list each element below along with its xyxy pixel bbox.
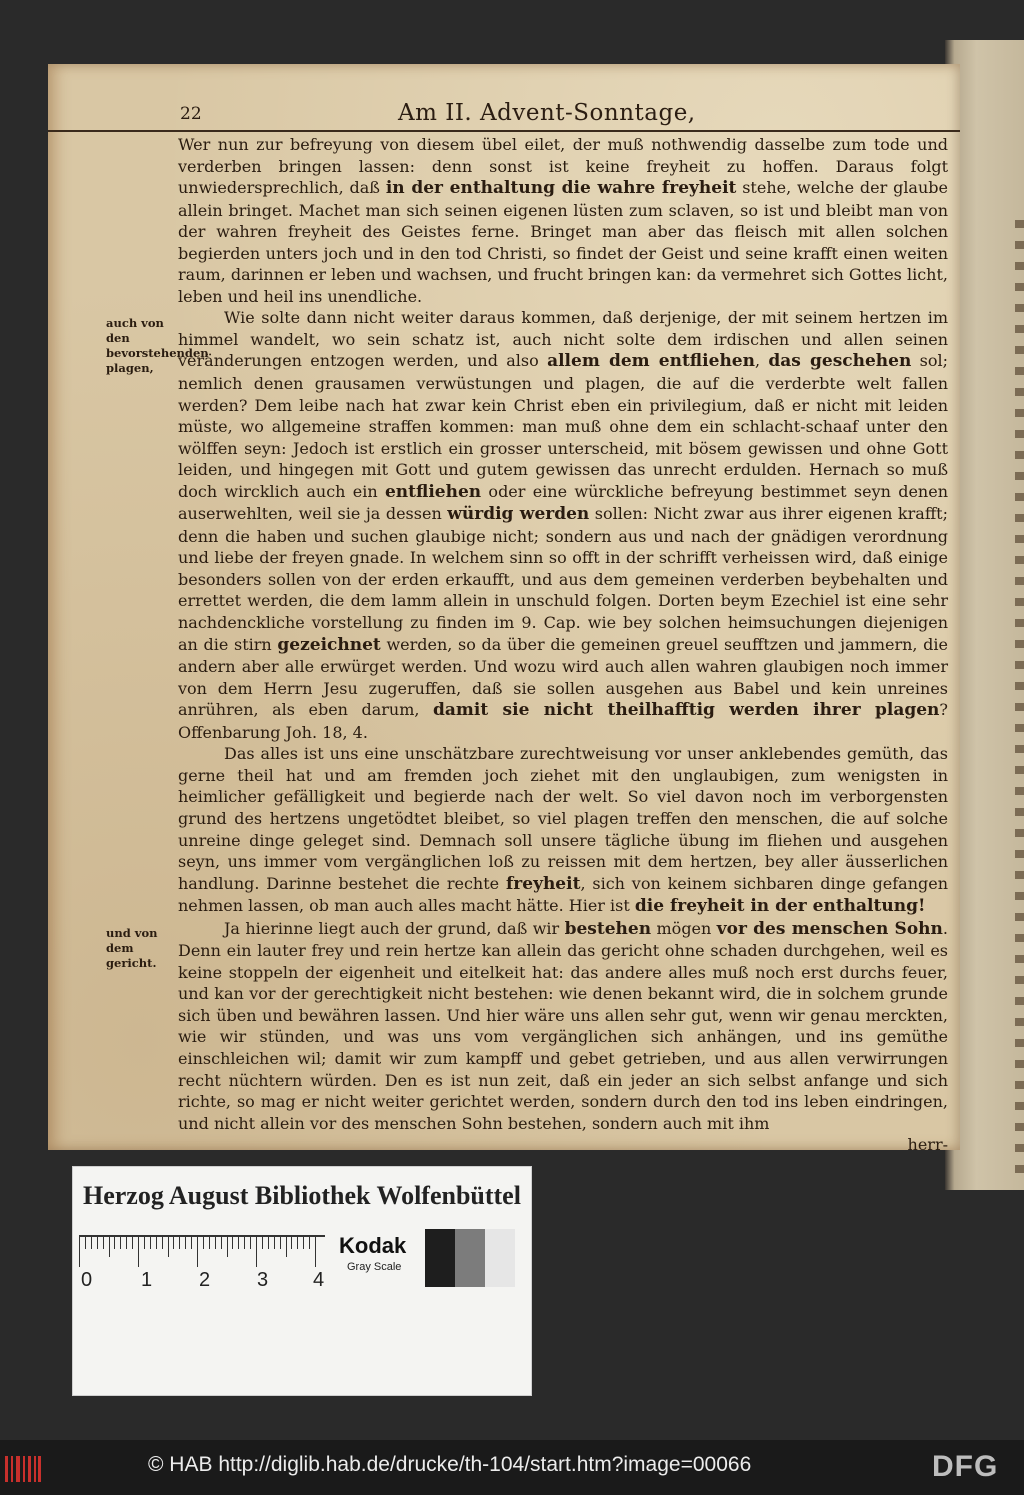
facing-page-text-fragment bbox=[1015, 829, 1024, 837]
ruler-tick bbox=[315, 1237, 316, 1267]
catchword: herr- bbox=[907, 1135, 948, 1155]
facing-page-text-fragment bbox=[1015, 955, 1024, 963]
text-run: ? Offenbarung Joh. 18, 4. bbox=[178, 700, 948, 742]
emphasis-text: bestehen bbox=[564, 918, 652, 939]
facing-page-text-fragment bbox=[1015, 451, 1024, 459]
ruler-tick bbox=[221, 1237, 222, 1249]
running-title: Am II. Advent-Sonntage, bbox=[398, 100, 696, 126]
ruler-tick bbox=[227, 1237, 228, 1257]
ruler-tick bbox=[268, 1237, 269, 1249]
facing-page-text-fragment bbox=[1015, 241, 1024, 249]
emphasis-text: entfliehen bbox=[384, 481, 482, 502]
ruler-tick bbox=[138, 1237, 139, 1267]
ruler-tick bbox=[280, 1237, 281, 1249]
ruler-tick bbox=[144, 1237, 145, 1249]
ruler-tick bbox=[309, 1237, 310, 1249]
ruler-tick bbox=[232, 1237, 233, 1249]
facing-page-text-fragment bbox=[1015, 304, 1024, 312]
margin-note-gericht: und von dem gericht. bbox=[106, 926, 158, 970]
margin-note-plagen: auch von den bevorstehenden plagen, bbox=[106, 316, 209, 375]
text-run: , sich von keinem sichbaren dinge gefangen nehmen lassen, ob man auch alles macht hätte. Hier ist bbox=[178, 873, 949, 916]
facing-page-text-fragment bbox=[1015, 1102, 1024, 1110]
facing-page-text-fragment bbox=[1015, 640, 1024, 648]
gray-patch-dark bbox=[425, 1229, 455, 1287]
text-run: Das alles ist uns eine unschätzbare zurechtweisung vor unser anklebendes gemüth, das gerne theil hat und am fremden joch ziehet mit den unglaubigen, zum wenigsten in heimlicher gefälligkeit und begierde nach der welt. So viel davon noch im verborgensten grund des hertzens ungetödtet bleibet, so viel plagen treffen den menschen, die auf solche unreine dinge geleget sind. Demnach soll unsere tägliche übung im fliehen und ausgehen seyn, uns immer vom vergänglichen loß zu reissen mit dem hertzen, bey aller äusserlichen handlung. Darinne bestehet die rechte bbox=[178, 744, 948, 893]
paragraph bbox=[178, 743, 948, 917]
text-run: werden, so da über die gemeinen greuel seufftzen und jammern, die andern aber alle erwürget werden. Und wozu wird auch allen wahren glaubigen noch immer von dem Herrn Jesu zugeruffen, daß sie sollen ausgehen aus Babel und kein unreines anrühren, als eben darum, bbox=[178, 634, 949, 720]
text-run: sol; nemlich denen grausamen verwüstungen und plagen, die auf die verderbte welt fallen werden? Dem leibe nach hat zwar kein Christ eben ein privilegium, daß er nicht mit leiden müste, wo allgemeine straffen kommen: man muß ohne dem ein schlacht-schaaf unter den wölffen seyn: Jedoch ist erstlich ein grosser unterscheid, mit bösem gewissen und ohne Gott leiden, und hingegen mit Gott und gutem gewissen das unrecht erdulden. Hernach so muß doch wircklich auch ein bbox=[178, 351, 949, 501]
text-run: stehe, welche der glaube allein bringet. Machet man sich seinen eigenen lüsten zum sclaven, so ist und bleibt man von der wahren freyheit des Geistes ferne. Bringet man aber das fleisch mit allen solchen begierden unters joch und in den tod Christi, so findet der Geist und seine krafft einen weiten raum, darinnen er leben und wachsen, und frucht bringen kan: da vermehret sich Gottes licht, leben und heil ins unendliche. bbox=[178, 178, 948, 306]
page-number: 22 bbox=[180, 104, 202, 124]
ruler-tick bbox=[103, 1237, 104, 1249]
ruler-number: 1 bbox=[141, 1269, 153, 1291]
facing-page-text-fragment bbox=[1015, 346, 1024, 354]
ruler-tick bbox=[286, 1237, 287, 1257]
facing-page-text-fragment bbox=[1015, 472, 1024, 480]
ruler-tick bbox=[162, 1237, 163, 1249]
text-run: Wie solte dann nicht weiter daraus kommen, daß derjenige, der mit seinem hertzen im himmel wandelt, wo sein schatz ist, auch nicht solte dem irdischen und allen seinen veränderungen entzogen werden, und also bbox=[178, 308, 948, 371]
hab-barcode-icon bbox=[4, 1454, 42, 1484]
facing-page-text-fragment bbox=[1015, 934, 1024, 942]
color-target-strip bbox=[72, 1166, 532, 1396]
ruler-tick bbox=[120, 1237, 121, 1249]
ruler-tick bbox=[244, 1237, 245, 1249]
ruler-tick bbox=[150, 1237, 151, 1249]
ruler-tick bbox=[303, 1237, 304, 1249]
grayscale-label: Gray Scale bbox=[347, 1261, 402, 1273]
facing-page-text-fragment bbox=[1015, 913, 1024, 921]
facing-page-text-fragment bbox=[1015, 1165, 1024, 1173]
text-run: mögen bbox=[651, 918, 717, 938]
facing-page-text-fragment bbox=[1015, 724, 1024, 732]
emphasis-text: gezeichnet bbox=[277, 634, 381, 655]
facing-page-text-fragment bbox=[1015, 619, 1024, 627]
library-name: Herzog August Bibliothek Wolfenbüttel bbox=[83, 1181, 521, 1210]
ruler-tick bbox=[291, 1237, 292, 1249]
ruler-number: 4 bbox=[313, 1269, 325, 1291]
text-run: Wer nun zur befreyung von diesem übel eilet, der muß nothwendig dasselbe zum tode und verderben bringen lassen: denn sonst ist keine freyheit zu hoffen. Daraus folgt unwiedersprechlich, daß bbox=[178, 135, 948, 198]
emphasis-text: damit sie nicht theilhafftig werden ihrer plagen bbox=[433, 700, 940, 721]
ruler-tick bbox=[209, 1237, 210, 1249]
facing-page-text-fragment bbox=[1015, 283, 1024, 291]
paragraph bbox=[178, 918, 948, 1134]
facing-page-text-fragment bbox=[1015, 430, 1024, 438]
ruler-tick bbox=[238, 1237, 239, 1249]
ruler-tick bbox=[79, 1237, 80, 1267]
facing-page-text-fragment bbox=[1015, 808, 1024, 816]
ruler-tick bbox=[179, 1237, 180, 1249]
facing-page-text-fragment bbox=[1015, 409, 1024, 417]
facing-page-text-fragment bbox=[1015, 661, 1024, 669]
facing-page-text-fragment bbox=[1015, 577, 1024, 585]
ruler-tick bbox=[156, 1237, 157, 1249]
facing-page-text-fragment bbox=[1015, 598, 1024, 606]
kodak-label: Kodak bbox=[339, 1233, 407, 1258]
ruler-tick bbox=[114, 1237, 115, 1249]
facing-page-text-fragment bbox=[1015, 1060, 1024, 1068]
ruler-tick bbox=[274, 1237, 275, 1249]
gray-patch-light bbox=[485, 1229, 515, 1287]
facing-page-text-fragment bbox=[1015, 388, 1024, 396]
facing-page-text-fragment bbox=[1015, 703, 1024, 711]
text-run: sollen: Nicht zwar aus ihrer eigenen krafft; denn die haben und suchen glaubige nicht; sondern aus und nach der gnädigen verordnung und liebe der freyen gnade. In welchem sinn so offt in der schrifft verheissen wird, daß einige besonders sollen von der erden erkaufft, und aus dem gemeinen verderben beybehalten und errettet werden, die dem lamm allein in unschuld folgen. Dorten beym Ezechiel ist eine sehr nachdenckliche vorstellung zu finden im 9. Cap. wie bey solchen heimsuchungen diejenigen an die stirn bbox=[178, 504, 948, 654]
facing-page-text-fragment bbox=[1015, 682, 1024, 690]
facing-page-text-fragment bbox=[1015, 514, 1024, 522]
facing-page-text-fragment bbox=[1015, 325, 1024, 333]
footer-bar bbox=[0, 1440, 1024, 1495]
running-head bbox=[48, 100, 960, 132]
ruler-tick bbox=[297, 1237, 298, 1249]
facing-page-text-fragment bbox=[1015, 997, 1024, 1005]
copyright-url[interactable]: © HAB http://diglib.hab.de/drucke/th-104/start.htm?image=00066 bbox=[148, 1453, 752, 1476]
emphasis-text: freyheit bbox=[505, 873, 581, 894]
emphasis-text: würdig werden bbox=[447, 504, 590, 525]
facing-page-text-fragment bbox=[1015, 493, 1024, 501]
ruler-number: 2 bbox=[199, 1269, 211, 1291]
ruler-tick bbox=[126, 1237, 127, 1249]
facing-page-text-fragment bbox=[1015, 262, 1024, 270]
emphasis-text: in der enthaltung die wahre freyheit bbox=[385, 178, 737, 199]
facing-page-text-fragment bbox=[1015, 1123, 1024, 1131]
ruler-tick bbox=[168, 1237, 169, 1257]
facing-page-text-fragment bbox=[1015, 892, 1024, 900]
emphasis-text: die freyheit in der enthaltung! bbox=[634, 896, 926, 917]
text-run: oder eine würckliche befreyung bestimmet seyn denen auserwehlten, weil sie ja dessen bbox=[178, 481, 948, 524]
paragraph bbox=[178, 134, 948, 307]
ruler-tick bbox=[197, 1237, 198, 1267]
facing-page-text-fragment bbox=[1015, 556, 1024, 564]
ruler-tick bbox=[91, 1237, 92, 1249]
facing-page-text-fragment bbox=[1015, 850, 1024, 858]
ruler-tick bbox=[109, 1237, 110, 1257]
facing-page-text-fragment bbox=[1015, 766, 1024, 774]
text-run: . Denn ein lauter frey und rein hertze kan allein das gericht ohne schaden durchgehen, weil es keine stoppeln der eigenheit und eitelkeit hat: das andere alles muß noch erst durchs feuer, und kan vor der gerechtigkeit nicht bestehen: wie denen bekannt wird, die in solchem grunde sich üben und bewähren lassen. Und hier wäre uns allen sehr gut, wenn wir genau merckten, wie wir stünden, und was uns vom vergänglichen sich anhängen, und ins gemüthe einschleichen wil; damit wir zum kampff und gebet getrieben, und aus allen verwirrungen recht nüchtern würden. Den es ist nun zeit, daß ein jeder an sich selbst anfange und sich richte, so mag er nicht weiter gerichtet werden, sondern durch den tod ins leben eindringen, und nicht allein vor des menschen Sohn bestehen, sondern auch mit ihm bbox=[178, 918, 948, 1133]
facing-page-text-fragment bbox=[1015, 1081, 1024, 1089]
text-run: Ja hierinne liegt auch der grund, daß wir bbox=[224, 918, 565, 938]
emphasis-text: das geschehen bbox=[768, 351, 912, 372]
ruler-tick bbox=[203, 1237, 204, 1249]
facing-page-text-fragment bbox=[1015, 1018, 1024, 1026]
facing-page-text-fragment bbox=[1015, 1039, 1024, 1047]
ruler-tick bbox=[85, 1237, 86, 1249]
facing-page-text-fragment bbox=[1015, 367, 1024, 375]
ruler-tick bbox=[132, 1237, 133, 1249]
emphasis-text: vor des menschen Sohn bbox=[716, 918, 943, 939]
ruler-tick bbox=[97, 1237, 98, 1249]
book-page bbox=[48, 64, 960, 1155]
emphasis-text: allem dem entfliehen bbox=[547, 351, 755, 372]
paragraph bbox=[178, 307, 948, 743]
ruler-number: 3 bbox=[257, 1269, 269, 1291]
text-run: , bbox=[754, 351, 769, 371]
ruler-tick bbox=[256, 1237, 257, 1267]
gray-patch-mid bbox=[455, 1229, 485, 1287]
ruler-tick bbox=[173, 1237, 174, 1249]
facing-page-text-fragment bbox=[1015, 787, 1024, 795]
body-text bbox=[178, 134, 948, 1156]
ruler-tick bbox=[250, 1237, 251, 1249]
facing-page-text-fragment bbox=[1015, 976, 1024, 984]
facing-page-text-fragment bbox=[1015, 535, 1024, 543]
dfg-logo: DFG bbox=[932, 1450, 999, 1483]
facing-page-text-fragment bbox=[1015, 220, 1024, 228]
ruler-tick bbox=[215, 1237, 216, 1249]
ruler-tick bbox=[185, 1237, 186, 1249]
ruler-number: 0 bbox=[81, 1269, 93, 1291]
ruler-tick bbox=[191, 1237, 192, 1249]
ruler-tick bbox=[262, 1237, 263, 1249]
facing-page-text-fragment bbox=[1015, 1144, 1024, 1152]
facing-page-text-fragment bbox=[1015, 745, 1024, 753]
facing-page-text-fragment bbox=[1015, 871, 1024, 879]
